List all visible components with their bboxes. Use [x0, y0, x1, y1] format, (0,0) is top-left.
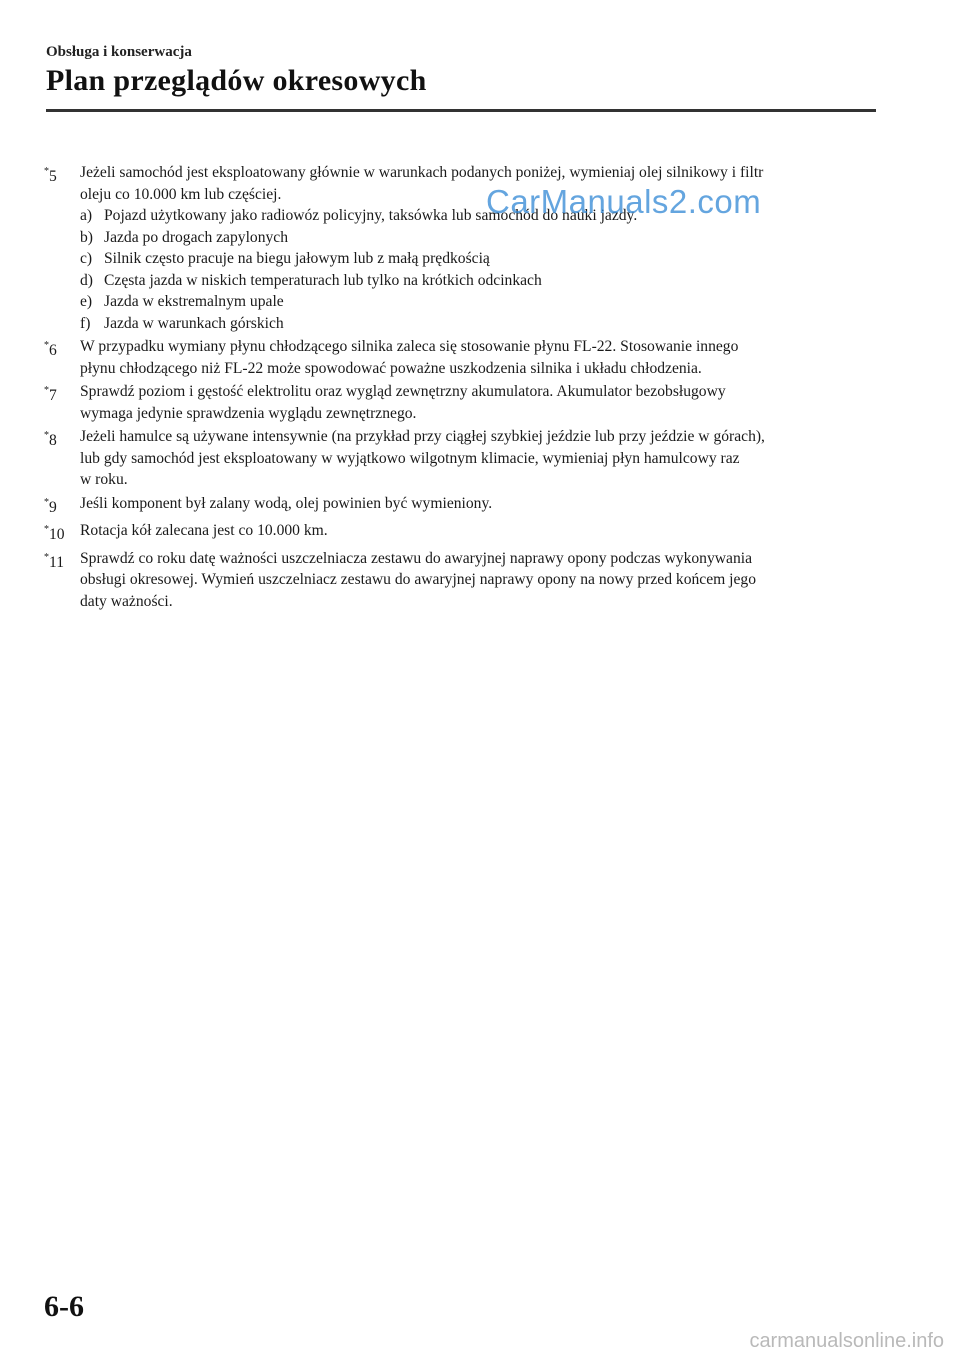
footnote-body: [80, 381, 872, 424]
footnote-text-line: Jeżeli hamulce są używane intensywnie (na przykład przy ciągłej szybkiej jeździe lub przy jeździe w górach),: [80, 428, 765, 445]
footnote-text-line: Rotacja kół zalecana jest co 10.000 km.: [80, 522, 328, 540]
footnote-text-line: płynu chłodzącego niż FL-22 może spowodować poważne uszkodzenia silnika i układu chłodzenia.: [80, 359, 702, 377]
footnote-text-line: Jeśli komponent był zalany wodą, olej powinien być wymieniony.: [80, 494, 493, 512]
footnote-marker: *: [44, 551, 49, 563]
footnote-marker: *: [44, 496, 49, 508]
footnote-marker: *: [44, 340, 49, 351]
footnote-number-text: 11: [49, 554, 65, 572]
footnote-text-line: Sprawdź co roku datę ważności uszczelniacza zestawu do awaryjnej naprawy opony podczas wykonywania: [80, 549, 753, 567]
footnote-5: [44, 162, 872, 334]
condition-text: Pojazd użytkowany jako radiowóz policyjny, taksówka lub samochód do nauki jazdy.: [104, 207, 638, 224]
title-rule: [46, 109, 876, 112]
footnote-text-line: obsługi okresowej. Wymień uszczelniacz zestawu do awaryjnej naprawy opony na nowy przed końcem jego: [80, 571, 757, 589]
footnote-8: [44, 426, 872, 491]
page-title: Plan przeglądów okresowych: [46, 64, 427, 97]
footnote-body: [80, 336, 872, 379]
footnotes-list: [44, 162, 872, 614]
footnote-body: [80, 520, 872, 546]
footnote-text-line: w roku.: [80, 471, 128, 488]
condition-letter: d): [80, 271, 93, 289]
condition-item: [80, 313, 872, 335]
condition-text: Jazda w ekstremalnym upale: [104, 293, 284, 310]
footnote-number: [44, 336, 80, 379]
condition-text: Jazda po drogach zapylonych: [104, 228, 289, 246]
footnote-body: [80, 426, 872, 491]
footnote-text-line: W przypadku wymiany płynu chłodzącego silnika zaleca się stosowanie płynu FL-22. Stosowanie innego: [80, 338, 739, 355]
condition-list: [80, 205, 872, 334]
condition-item: [80, 291, 872, 313]
footer-watermark: carmanualsonline.info: [749, 1330, 944, 1352]
condition-item: [80, 227, 872, 249]
footnote-body: [80, 493, 872, 519]
footnote-10: [44, 520, 872, 546]
condition-item: [80, 248, 872, 270]
condition-item: [80, 270, 872, 292]
footnote-9: [44, 493, 872, 519]
footnote-number: [44, 520, 80, 546]
footnote-7: [44, 381, 872, 424]
footnote-number-text: 5: [49, 168, 57, 186]
footnote-text-line: Sprawdź poziom i gęstość elektrolitu oraz wygląd zewnętrzny akumulatora. Akumulator bezobsługowy: [80, 383, 726, 400]
footnote-marker: *: [44, 524, 49, 536]
footnote-text-line: oleju co 10.000 km lub częściej.: [80, 185, 282, 203]
footnote-number-text: 6: [49, 342, 57, 360]
footnote-number: [44, 381, 80, 424]
footnote-marker: *: [44, 385, 49, 396]
footnote-number: [44, 548, 80, 613]
footnote-number-text: 8: [49, 432, 57, 450]
footnote-number: [44, 162, 80, 334]
condition-item: [80, 205, 872, 227]
condition-text: Jazda w warunkach górskich: [104, 314, 284, 332]
footnote-number-text: 7: [49, 387, 57, 405]
footnote-number-text: 10: [49, 526, 65, 544]
watermark-logo: CarManuals2.com: [486, 183, 762, 220]
condition-letter: b): [80, 228, 93, 246]
footnote-text-line: wymaga jedynie sprawdzenia wyglądu zewnętrznego.: [80, 404, 417, 422]
footnote-marker: *: [44, 166, 49, 177]
footnote-body: [80, 548, 872, 613]
footnote-body: [80, 162, 872, 334]
condition-text: Częsta jazda w niskich temperaturach lub tylko na krótkich odcinkach: [104, 271, 542, 289]
page-number: 6-6: [44, 1290, 84, 1323]
condition-letter: c): [80, 250, 93, 267]
section-label: Obsługa i konserwacja: [46, 44, 192, 60]
condition-letter: a): [80, 207, 93, 224]
footnote-number: [44, 426, 80, 491]
footnote-number-text: 9: [49, 498, 57, 516]
footnote-marker: *: [44, 430, 49, 441]
footnote-number: [44, 493, 80, 519]
footnote-text-line: Jeżeli samochód jest eksploatowany głównie w warunkach podanych poniżej, wymieniaj olej silnikowy i filtr: [80, 164, 764, 181]
footnote-text-line: lub gdy samochód jest eksploatowany w wyjątkowo wilgotnym klimacie, wymieniaj płyn hamulcowy raz: [80, 449, 740, 467]
condition-text: Silnik często pracuje na biegu jałowym lub z małą prędkością: [104, 250, 490, 267]
condition-letter: f): [80, 314, 91, 332]
footnote-6: [44, 336, 872, 379]
condition-letter: e): [80, 293, 93, 310]
footnote-text-line: daty ważności.: [80, 592, 173, 610]
footnote-11: [44, 548, 872, 613]
